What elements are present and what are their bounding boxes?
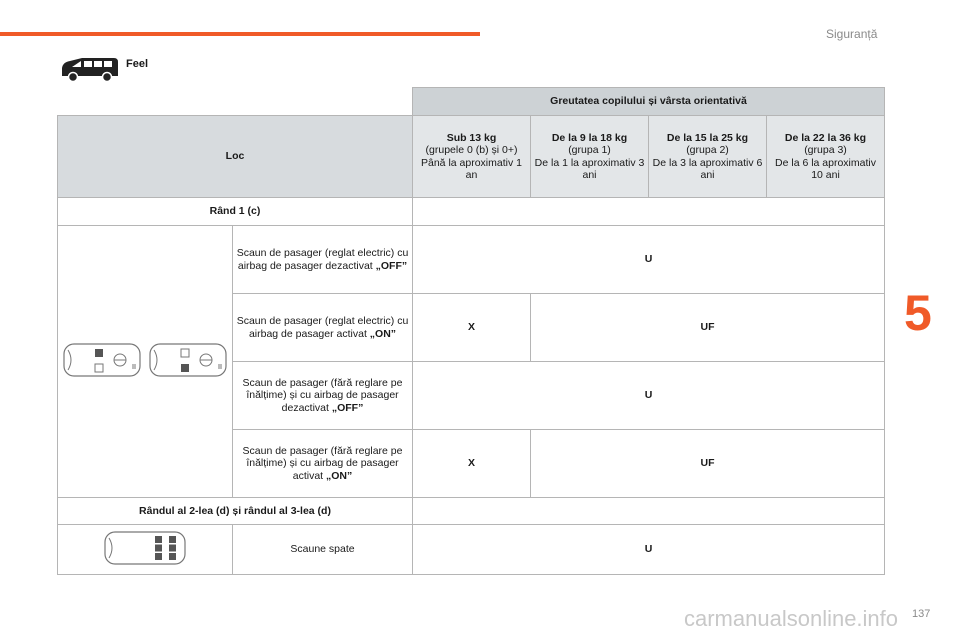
group-1-age: De la 1 la aproximativ 3 ani bbox=[534, 156, 645, 181]
van-side-icon bbox=[60, 56, 120, 87]
seat-header: Loc bbox=[58, 116, 413, 198]
rear-seat-diagram bbox=[58, 525, 233, 575]
group-1 bbox=[531, 116, 649, 198]
value-row-1: U bbox=[413, 226, 885, 294]
group-0-age: Până la aproximativ 1 an bbox=[421, 156, 522, 181]
group-3 bbox=[767, 116, 885, 198]
page-number: 137 bbox=[912, 608, 931, 620]
group-0-title: Sub 13 kg bbox=[446, 131, 497, 144]
seat-row-4: Scaun de pasager (fără reglare pe înălțime) și cu airbag de pasager activat „ON” bbox=[233, 430, 413, 498]
section-title: Siguranță bbox=[826, 27, 878, 41]
row1-label: Rând 1 (c) bbox=[58, 198, 413, 226]
group-1-title: De la 9 la 18 kg bbox=[551, 131, 628, 144]
child-seat-table bbox=[57, 87, 885, 575]
group-3-sub: (grupa 3) bbox=[804, 144, 847, 156]
front-seat-diagrams bbox=[58, 226, 233, 498]
group-2-age: De la 3 la aproximativ 6 ani bbox=[652, 156, 763, 181]
value-row-3: U bbox=[413, 362, 885, 430]
value-row-2-a: X bbox=[413, 294, 531, 362]
weight-header: Greutatea copilului și vârsta orientativă bbox=[413, 88, 885, 116]
group-2-sub: (grupa 2) bbox=[686, 144, 729, 156]
rear-seat-diagram-icon bbox=[103, 530, 187, 566]
group-2 bbox=[649, 116, 767, 198]
group-3-title: De la 22 la 36 kg bbox=[784, 131, 867, 144]
group-0 bbox=[413, 116, 531, 198]
value-row-2-b: UF bbox=[531, 294, 885, 362]
rear-seat-value: U bbox=[413, 525, 885, 575]
seat-row-2: Scaun de pasager (reglat electric) cu airbag de pasager activat „ON” bbox=[233, 294, 413, 362]
seat-row-1: Scaun de pasager (reglat electric) cu airbag de pasager dezactivat „OFF” bbox=[233, 226, 413, 294]
group-3-age: De la 6 la aproximativ 10 ani bbox=[775, 156, 876, 181]
watermark: carmanualsonline.info bbox=[684, 606, 899, 631]
row23-label: Rândul al 2-lea (d) și rândul al 3-lea (d) bbox=[58, 498, 413, 525]
chapter-number: 5 bbox=[904, 285, 932, 341]
group-1-sub: (grupa 1) bbox=[568, 144, 611, 156]
group-0-sub: (grupele 0 (b) și 0+) bbox=[425, 144, 518, 156]
rear-seat-label: Scaune spate bbox=[233, 525, 413, 575]
model-name: Feel bbox=[126, 58, 149, 70]
front-seat-diagram-icon bbox=[62, 338, 228, 382]
group-2-title: De la 15 la 25 kg bbox=[666, 131, 749, 144]
top-accent-bar bbox=[0, 32, 480, 36]
seat-row-3: Scaun de pasager (fără reglare pe înălțime) și cu airbag de pasager dezactivat „OFF” bbox=[233, 362, 413, 430]
value-row-4-a: X bbox=[413, 430, 531, 498]
value-row-4-b: UF bbox=[531, 430, 885, 498]
